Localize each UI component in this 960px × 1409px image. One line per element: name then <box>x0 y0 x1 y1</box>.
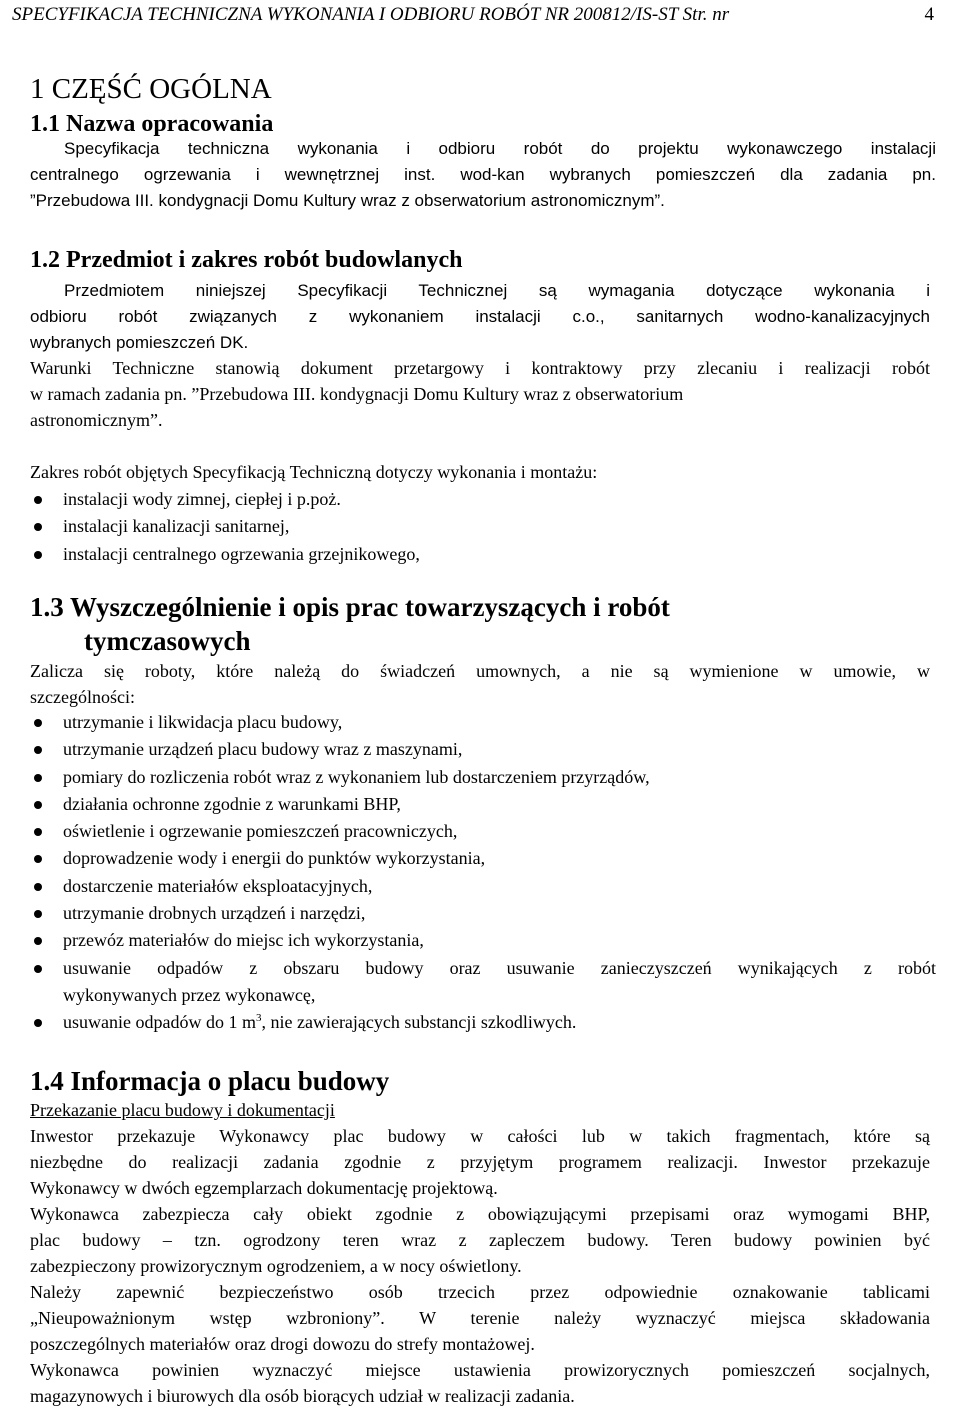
text-line: Zalicza się roboty, które należą do świadczeń umownych, a nie są wymienione w umowie, w <box>30 661 930 681</box>
text-line: Wykonawca powinien wyznaczyć miejsce ustawienia prowizorycznych pomieszczeń socjalnych, <box>30 1360 930 1380</box>
list-item: doprowadzenie wody i energii do punktów wykorzystania, <box>30 845 936 872</box>
text-line: zabezpieczony prowizorycznym ogrodzeniem, a w nocy oświetlony. <box>30 1256 522 1276</box>
list-item: oświetlenie i ogrzewanie pomieszczeń pracowniczych, <box>30 818 936 845</box>
text-line: wybranych pomieszczeń DK. <box>30 333 249 352</box>
list-item: instalacji kanalizacji sanitarnej, <box>30 513 936 540</box>
list-item: przewóz materiałów do miejsc ich wykorzystania, <box>30 927 936 954</box>
text-line: szczególności: <box>30 687 135 707</box>
text-line: niezbędne do realizacji zadania zgodnie z przyjętym programem realizacji. Inwestor przekazuje <box>30 1152 930 1172</box>
section-1-1-heading: 1.1 Nazwa opracowania <box>30 111 274 137</box>
list-item: utrzymanie urządzeń placu budowy wraz z maszynami, <box>30 736 936 763</box>
text-line: wykonywanych przez wykonawcę, <box>63 984 316 1005</box>
text-line: w ramach zadania pn. ”Przebudowa III. kondygnacji Domu Kultury wraz z obserwatorium <box>30 384 684 404</box>
section-1-1-text <box>30 136 936 214</box>
text-line: Należy zapewnić bezpieczeństwo osób trzecich przez odpowiednie oznakowanie tablicami <box>30 1282 930 1302</box>
text-line: poszczególnych materiałów oraz drogi dowozu do strefy montażowej. <box>30 1334 535 1354</box>
page-header <box>12 4 952 26</box>
list-item <box>30 1009 936 1036</box>
text-line: centralnego ogrzewania i wewnętrznej inst. wod-kan wybranych pomieszczeń dla zadania pn. <box>30 165 936 184</box>
page-number: 4 <box>924 4 934 25</box>
list-item: działania ochronne zgodnie z warunkami BHP, <box>30 791 936 818</box>
text-line: Wykonawca zabezpiecza cały obiekt zgodnie z obowiązującymi przepisami oraz wymogami BHP, <box>30 1204 930 1224</box>
section-1-2-conditions <box>30 355 930 433</box>
section-1-3-intro <box>30 658 930 710</box>
text-line: Wykonawcy w dwóch egzemplarzach dokumentację projektową. <box>30 1178 498 1198</box>
chapter-heading: 1 CZĘŚĆ OGÓLNA <box>30 73 272 105</box>
text-line: Specyfikacja techniczna wykonania i odbioru robót do projektu wykonawczego instalacji <box>64 139 936 158</box>
text-line: Przedmiotem niniejszej Specyfikacji Technicznej są wymagania dotyczące wykonania i <box>64 281 930 300</box>
works-list <box>30 709 936 1037</box>
list-item <box>30 955 936 1010</box>
scope-list <box>30 486 936 568</box>
text-line: „Nieupoważnionym wstęp wzbroniony”. W terenie należy wyznaczyć miejsca składowania <box>30 1308 930 1328</box>
text-line: ”Przebudowa III. kondygnacji Domu Kultury wraz z obserwatorium astronomicznym”. <box>30 191 665 210</box>
text-line: magazynowych i biurowych dla osób biorących udział w realizacji zadania. <box>30 1386 575 1406</box>
text-line: usuwanie odpadów z obszaru budowy oraz usuwanie zanieczyszczeń wynikających z robót <box>63 957 936 978</box>
section-1-4-subheading: Przekazanie placu budowy i dokumentacji <box>30 1100 335 1120</box>
list-item: utrzymanie i likwidacja placu budowy, <box>30 709 936 736</box>
section-1-3-heading: 1.3 Wyszczególnienie i opis prac towarzyszących i robót <box>30 592 670 622</box>
text-line: odbioru robót związanych z wykonaniem instalacji c.o., sanitarnych wodno-kanalizacyjnych <box>30 307 930 326</box>
section-1-4-heading: 1.4 Informacja o placu budowy <box>30 1066 390 1096</box>
section-1-2-heading: 1.2 Przedmiot i zakres robót budowlanych <box>30 247 463 273</box>
section-1-3-heading-cont: tymczasowych <box>84 626 251 656</box>
superscript: 3 <box>255 1012 262 1025</box>
list-item: instalacji wody zimnej, ciepłej i p.poż. <box>30 486 936 513</box>
section-1-4-text <box>30 1123 930 1409</box>
header-title: SPECYFIKACJA TECHNICZNA WYKONANIA I ODBIORU ROBÓT NR 200812/IS-ST Str. nr <box>12 4 730 25</box>
scope-intro: Zakres robót objętych Specyfikacją Techniczną dotyczy wykonania i montażu: <box>30 462 598 482</box>
section-1-2-text <box>30 278 930 356</box>
text-line: astronomicznym”. <box>30 410 163 430</box>
list-item: pomiary do rozliczenia robót wraz z wykonaniem lub dostarczeniem przyrządów, <box>30 764 936 791</box>
list-item: dostarczenie materiałów eksploatacyjnych, <box>30 873 936 900</box>
item-text: usuwanie odpadów do 1 m <box>63 1012 256 1033</box>
text-line: Warunki Techniczne stanowią dokument przetargowy i kontraktowy przy zlecaniu i realizacji robót <box>30 358 930 378</box>
text-line: plac budowy – tzn. ogrodzony teren wraz z zapleczem budowy. Teren budowy powinien być <box>30 1230 930 1250</box>
text-line: Inwestor przekazuje Wykonawcy plac budowy w całości lub w takich fragmentach, które są <box>30 1126 930 1146</box>
list-item: utrzymanie drobnych urządzeń i narzędzi, <box>30 900 936 927</box>
item-text: , nie zawierających substancji szkodliwych. <box>261 1012 577 1033</box>
list-item: instalacji centralnego ogrzewania grzejnikowego, <box>30 541 936 568</box>
